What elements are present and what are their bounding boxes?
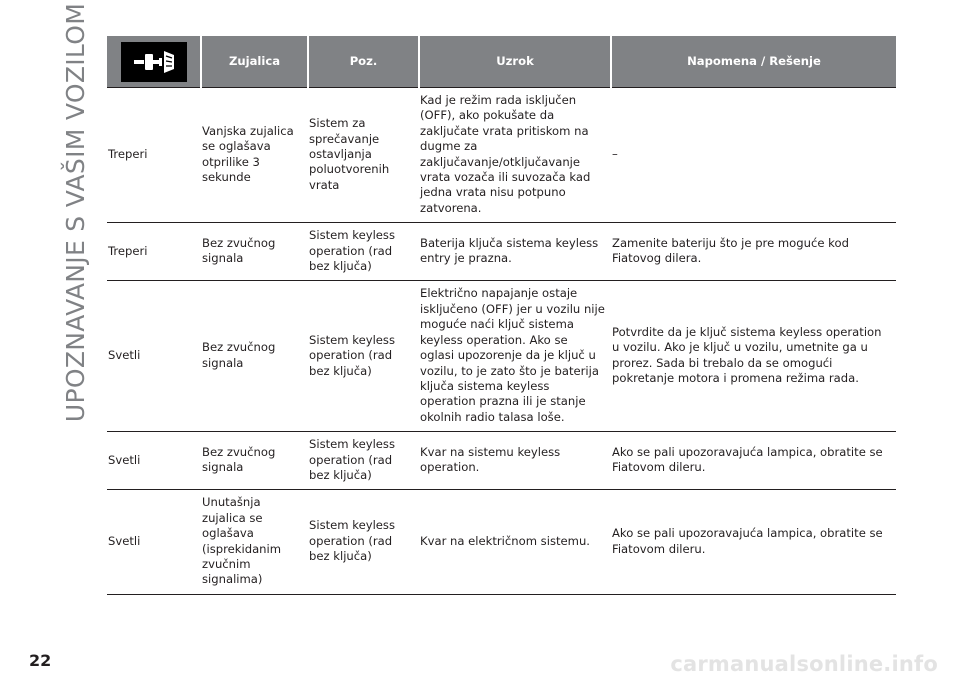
watermark: carmanualsonline.info: [670, 652, 938, 676]
column-header-buzzer: Zujalica: [201, 36, 308, 88]
table-row: [107, 88, 896, 223]
lamp-state-cell: Treperi: [107, 223, 201, 281]
cause-cell: Baterija ključa sistema keyless entry je prazna.: [419, 223, 611, 281]
note-cell: Potvrdite da je ključ sistema keyless operation u vozilu. Ako je ključ u vozilu, umetnite ga u prorez. Sada bi trebalo da se omogući pokretanje motora i promena režima rada.: [611, 281, 896, 432]
buzzer-cell: Bez zvučnog signala: [201, 432, 308, 490]
header-icon-cell: [107, 36, 201, 88]
position-cell: Sistem keyless operation (rad bez ključa): [308, 281, 419, 432]
note-cell: Zamenite bateriju što je pre moguće kod Fiatovog dilera.: [611, 223, 896, 281]
table-header-row: [107, 36, 896, 88]
position-cell: Sistem keyless operation (rad bez ključa): [308, 432, 419, 490]
column-header-note: Napomena / Rešenje: [611, 36, 896, 88]
warning-lamp-table: [107, 36, 896, 595]
cause-cell: Kvar na sistemu keyless operation.: [419, 432, 611, 490]
position-cell: Sistem keyless operation (rad bez ključa): [308, 490, 419, 594]
cause-cell: Kvar na električnom sistemu.: [419, 490, 611, 594]
lamp-state-cell: Treperi: [107, 88, 201, 223]
table-row: [107, 432, 896, 490]
lamp-state-cell: Svetli: [107, 432, 201, 490]
column-header-position: Poz.: [308, 36, 419, 88]
lamp-state-cell: Svetli: [107, 490, 201, 594]
buzzer-cell: Vanjska zujalica se oglašava otprilike 3 sekunde: [201, 88, 308, 223]
buzzer-cell: Bez zvučnog signala: [201, 281, 308, 432]
section-title: [61, 2, 91, 423]
table-row: [107, 281, 896, 432]
buzzer-cell: Bez zvučnog signala: [201, 223, 308, 281]
page-number: 22: [29, 651, 52, 670]
note-cell: –: [611, 88, 896, 223]
section-title-text: UPOZNAVANJE S VAŠIM VOZILOM: [61, 2, 91, 423]
column-header-cause: Uzrok: [419, 36, 611, 88]
note-cell: Ako se pali upozoravajuća lampica, obratite se Fiatovom dileru.: [611, 490, 896, 594]
buzzer-cell: Unutašnja zujalica se oglašava (isprekidanim zvučnim signalima): [201, 490, 308, 594]
lamp-state-cell: Svetli: [107, 281, 201, 432]
note-cell: Ako se pali upozoravajuća lampica, obratite se Fiatovom dileru.: [611, 432, 896, 490]
position-cell: Sistem za sprečavanje ostavljanja poluotvorenih vrata: [308, 88, 419, 223]
cause-cell: Kad je režim rada isključen (OFF), ako pokušate da zaključate vrata pritiskom na dugme za zaključavanje/otključavanje vrata vozača ili suvozača kad jedna vrata nisu potpuno zatvorena.: [419, 88, 611, 223]
position-cell: Sistem keyless operation (rad bez ključa): [308, 223, 419, 281]
table-row: [107, 223, 896, 281]
key-warning-lamp-icon: [121, 42, 187, 82]
table-row: [107, 490, 896, 594]
cause-cell: Električno napajanje ostaje isključeno (OFF) jer u vozilu nije moguće naći ključ sistema keyless operation. Ako se oglasi upozorenje da je ključ u vozilu, to je zato što je baterija ključa sistema keyless operation prazna ili je stanje okolnih radio talasa loše.: [419, 281, 611, 432]
